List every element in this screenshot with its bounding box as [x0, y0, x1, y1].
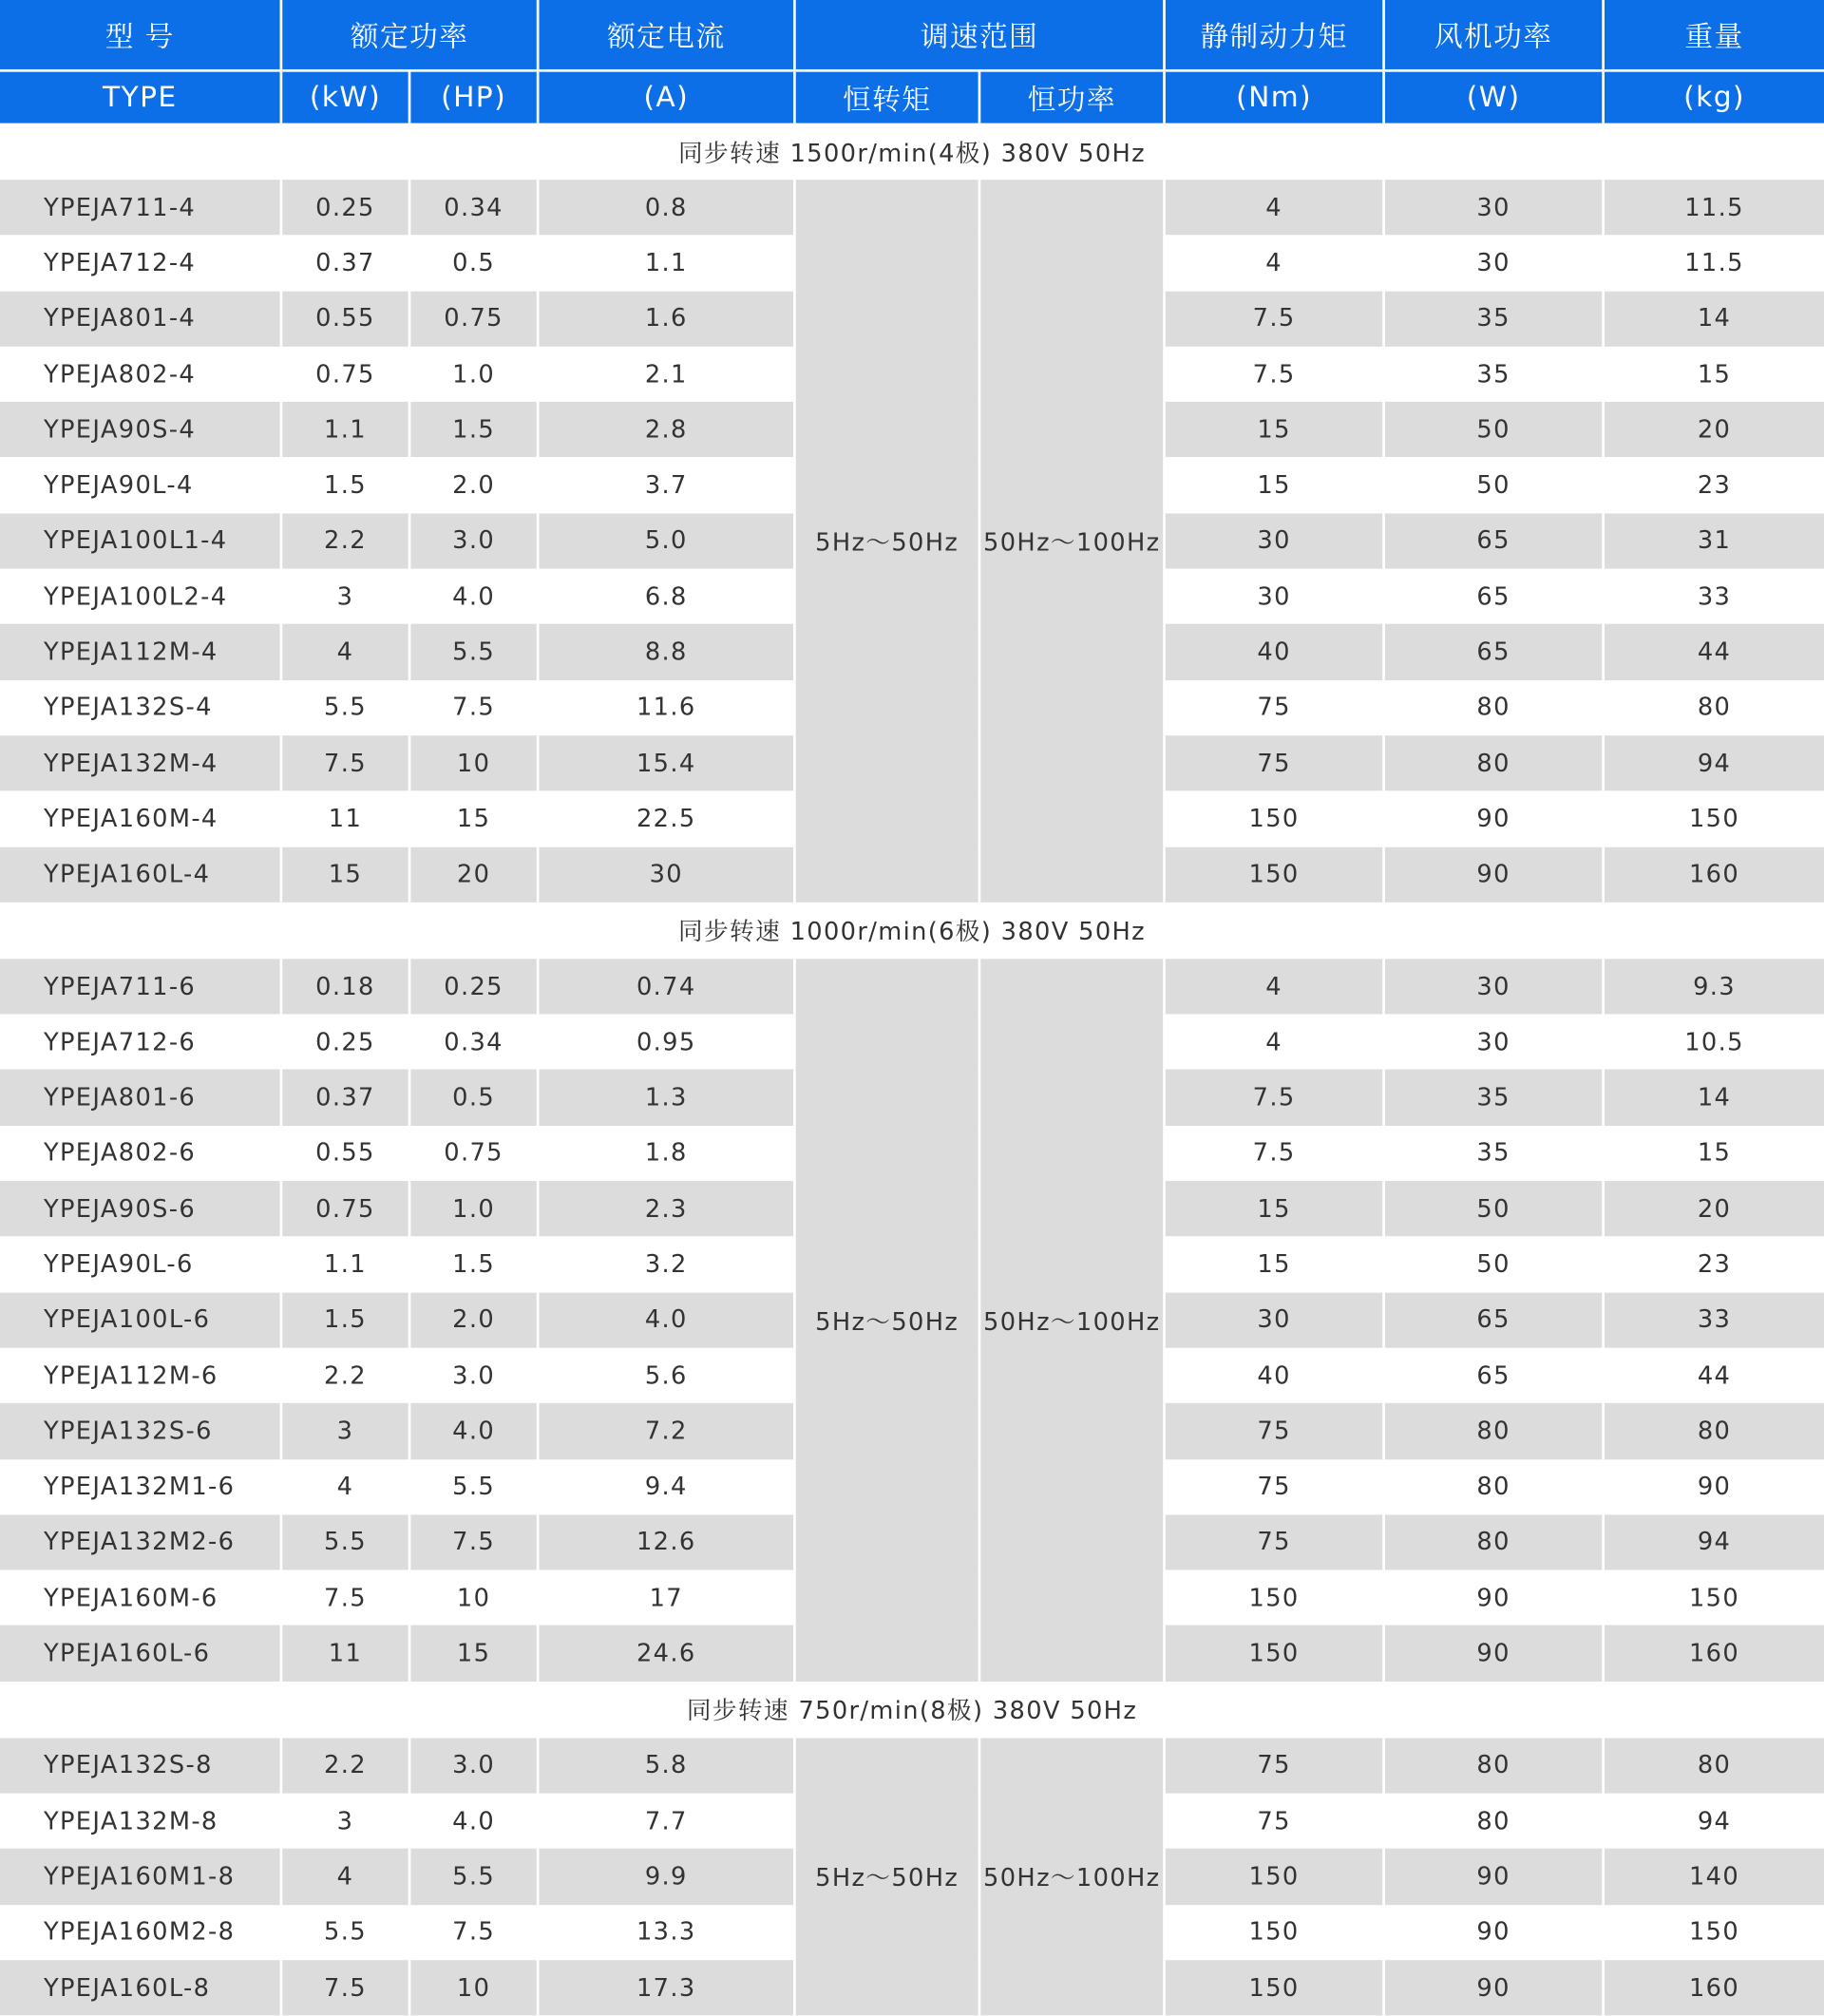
- cell-hp: 5.5: [409, 1849, 538, 1905]
- cell-fan-power: 80: [1384, 1403, 1604, 1459]
- cell-static-torque: 75: [1165, 680, 1384, 736]
- cell-current: 1.3: [538, 1070, 794, 1126]
- cell-constant-power-range: 50Hz～100Hz: [979, 180, 1165, 903]
- table-row: [0, 959, 1824, 1015]
- cell-current: 1.1: [538, 236, 794, 292]
- cell-kw: 3: [281, 1403, 409, 1459]
- cell-constant-torque-range: 5Hz～50Hz: [794, 959, 979, 1682]
- cell-type: YPEJA132S-8: [0, 1738, 281, 1794]
- cell-type: YPEJA160M-4: [43, 805, 218, 833]
- cell-type: YPEJA132S-4: [43, 694, 213, 722]
- header-w: (W): [1384, 70, 1604, 123]
- cell-hp: 3.0: [409, 1738, 538, 1794]
- cell-static-torque: 15: [1165, 402, 1384, 458]
- cell-weight: 160: [1604, 846, 1824, 903]
- cell-hp: 3.0: [409, 1348, 538, 1404]
- cell-fan-power: 30: [1384, 959, 1604, 1015]
- cell-kw: 1.1: [281, 402, 409, 458]
- cell-weight: 94: [1604, 735, 1824, 791]
- cell-fan-power: 30: [1384, 180, 1604, 236]
- cell-type: YPEJA100L2-4: [43, 582, 228, 611]
- section-header-row: [0, 1682, 1824, 1738]
- cell-type: YPEJA90L-4: [43, 471, 194, 500]
- cell-kw: 4: [281, 1849, 409, 1905]
- cell-static-torque: 150: [1165, 1626, 1384, 1682]
- header-model: 型 号: [0, 0, 281, 70]
- cell-type: YPEJA132M-8: [43, 1806, 218, 1835]
- cell-fan-power: 90: [1384, 1570, 1604, 1626]
- table-header: [0, 0, 1824, 124]
- cell-kw: 4: [281, 624, 409, 680]
- cell-current: 7.7: [538, 1794, 794, 1850]
- cell-weight: 31: [1604, 513, 1824, 569]
- header-static-torque: 静制动力矩: [1165, 0, 1384, 70]
- cell-weight: 14: [1604, 1070, 1824, 1126]
- cell-fan-power: 35: [1384, 1126, 1604, 1182]
- header-row-2: [0, 70, 1824, 123]
- section-title: 同步转速 1500r/min(4极) 380V 50Hz: [0, 124, 1824, 180]
- cell-type: YPEJA112M-6: [43, 1361, 218, 1390]
- cell-static-torque: 4: [1165, 959, 1384, 1015]
- cell-current: 13.3: [538, 1905, 794, 1961]
- cell-type: YPEJA160L-4: [0, 846, 281, 903]
- cell-current: 3.2: [538, 1237, 794, 1293]
- table-body: [0, 124, 1824, 2016]
- cell-static-torque: 7.5: [1165, 291, 1384, 347]
- cell-hp: 4.0: [409, 1794, 538, 1850]
- cell-type: YPEJA160L-8: [0, 1960, 281, 2016]
- cell-kw: 15: [281, 846, 409, 903]
- cell-fan-power: 80: [1384, 1794, 1604, 1850]
- cell-type: YPEJA160L-6: [0, 1626, 281, 1682]
- cell-hp: 0.75: [409, 1126, 538, 1182]
- cell-weight: 160: [1604, 1960, 1824, 2016]
- cell-fan-power: 80: [1384, 735, 1604, 791]
- cell-weight: 80: [1604, 680, 1824, 736]
- cell-type: YPEJA801-4: [0, 291, 281, 347]
- cell-hp: 5.5: [409, 1459, 538, 1515]
- cell-type: YPEJA132S-6: [0, 1403, 281, 1459]
- cell-fan-power: 30: [1384, 236, 1604, 292]
- cell-kw: 0.25: [281, 1015, 409, 1071]
- cell-fan-power: 50: [1384, 1181, 1604, 1237]
- cell-current: 5.6: [538, 1348, 794, 1404]
- cell-static-torque: 150: [1165, 846, 1384, 903]
- cell-kw: 0.55: [281, 1126, 409, 1182]
- cell-constant-torque-range: 5Hz～50Hz: [794, 180, 979, 903]
- cell-current: 0.8: [538, 180, 794, 236]
- cell-weight: 11.5: [1604, 180, 1824, 236]
- cell-current: 9.4: [538, 1459, 794, 1515]
- cell-hp: 20: [409, 846, 538, 903]
- cell-static-torque: 4: [1165, 1015, 1384, 1071]
- cell-weight: 160: [1604, 1626, 1824, 1682]
- cell-type: YPEJA711-4: [0, 180, 281, 236]
- cell-current: 2.3: [538, 1181, 794, 1237]
- cell-type: YPEJA100L-6: [0, 1292, 281, 1348]
- cell-weight: 150: [1604, 791, 1824, 847]
- cell-current: 30: [538, 846, 794, 903]
- cell-current: 2.8: [538, 402, 794, 458]
- cell-constant-torque-range: 5Hz～50Hz: [794, 1738, 979, 2016]
- header-speed-range: 调速范围: [794, 0, 1164, 70]
- cell-fan-power: 50: [1384, 402, 1604, 458]
- cell-weight: 150: [1604, 1905, 1824, 1961]
- cell-weight: 20: [1604, 402, 1824, 458]
- cell-fan-power: 90: [1384, 1905, 1604, 1961]
- cell-hp: 5.5: [409, 624, 538, 680]
- cell-kw: 0.37: [281, 236, 409, 292]
- cell-kw: 7.5: [281, 1570, 409, 1626]
- cell-hp: 7.5: [409, 1514, 538, 1570]
- cell-type: YPEJA801-6: [0, 1070, 281, 1126]
- cell-kw: 5.5: [281, 1514, 409, 1570]
- cell-hp: 2.0: [409, 458, 538, 514]
- cell-current: 24.6: [538, 1626, 794, 1682]
- cell-weight: 23: [1604, 458, 1824, 514]
- cell-static-torque: 7.5: [1165, 1126, 1384, 1182]
- cell-static-torque: 40: [1165, 1348, 1384, 1404]
- cell-type: YPEJA160M2-8: [43, 1917, 236, 1947]
- cell-static-torque: 75: [1165, 1794, 1384, 1850]
- cell-fan-power: 90: [1384, 846, 1604, 903]
- cell-static-torque: 30: [1165, 513, 1384, 569]
- cell-type: YPEJA132M2-6: [0, 1514, 281, 1570]
- cell-constant-power-range: 50Hz～100Hz: [979, 1738, 1165, 2016]
- cell-weight: 80: [1604, 1403, 1824, 1459]
- cell-hp: 15: [409, 1626, 538, 1682]
- cell-static-torque: 40: [1165, 624, 1384, 680]
- cell-weight: 15: [1604, 347, 1824, 403]
- cell-current: 17: [538, 1570, 794, 1626]
- cell-hp: 0.34: [409, 1015, 538, 1071]
- cell-weight: 150: [1604, 1570, 1824, 1626]
- cell-hp: 1.0: [409, 347, 538, 403]
- cell-weight: 44: [1604, 624, 1824, 680]
- cell-fan-power: 90: [1384, 1626, 1604, 1682]
- cell-hp: 10: [409, 1570, 538, 1626]
- section-header-row: [0, 124, 1824, 180]
- cell-type: YPEJA802-4: [43, 360, 197, 389]
- cell-hp: 2.0: [409, 1292, 538, 1348]
- cell-static-torque: 150: [1165, 1960, 1384, 2016]
- table-row: [0, 1738, 1824, 1794]
- cell-kw: 2.2: [281, 1348, 409, 1404]
- cell-current: 8.8: [538, 624, 794, 680]
- cell-static-torque: 7.5: [1165, 347, 1384, 403]
- cell-static-torque: 75: [1165, 735, 1384, 791]
- cell-type: YPEJA160M-6: [43, 1584, 218, 1612]
- cell-fan-power: 65: [1384, 513, 1604, 569]
- cell-fan-power: 65: [1384, 1292, 1604, 1348]
- cell-kw: 1.5: [281, 1292, 409, 1348]
- cell-type: YPEJA712-6: [43, 1028, 197, 1056]
- cell-fan-power: 50: [1384, 458, 1604, 514]
- cell-static-torque: 75: [1165, 1514, 1384, 1570]
- cell-weight: 33: [1604, 569, 1824, 625]
- cell-current: 17.3: [538, 1960, 794, 2016]
- cell-weight: 23: [1604, 1237, 1824, 1293]
- cell-type: YPEJA802-6: [43, 1139, 197, 1168]
- cell-kw: 11: [281, 1626, 409, 1682]
- header-fan-power: 风机功率: [1384, 0, 1604, 70]
- header-constant-power: 恒功率: [979, 70, 1165, 123]
- cell-hp: 4.0: [409, 569, 538, 625]
- cell-kw: 1.1: [281, 1237, 409, 1293]
- cell-type: YPEJA100L1-4: [0, 513, 281, 569]
- cell-fan-power: 80: [1384, 680, 1604, 736]
- cell-current: 3.7: [538, 458, 794, 514]
- cell-hp: 1.0: [409, 1181, 538, 1237]
- cell-kw: 4: [281, 1459, 409, 1515]
- cell-type: YPEJA160M1-8: [0, 1849, 281, 1905]
- section-title: 同步转速 1000r/min(6极) 380V 50Hz: [0, 903, 1824, 959]
- cell-weight: 90: [1604, 1459, 1824, 1515]
- section-title: 同步转速 750r/min(8极) 380V 50Hz: [0, 1682, 1824, 1738]
- cell-static-torque: 150: [1165, 1905, 1384, 1961]
- cell-kw: 3: [281, 1794, 409, 1850]
- cell-fan-power: 50: [1384, 1237, 1604, 1293]
- cell-type: YPEJA90S-6: [0, 1181, 281, 1237]
- header-rated-power: 额定功率: [281, 0, 538, 70]
- cell-static-torque: 30: [1165, 1292, 1384, 1348]
- cell-kw: 0.55: [281, 291, 409, 347]
- cell-weight: 80: [1604, 1738, 1824, 1794]
- cell-current: 7.2: [538, 1403, 794, 1459]
- cell-current: 1.8: [538, 1126, 794, 1182]
- cell-kw: 5.5: [281, 680, 409, 736]
- header-kg: (kg): [1604, 70, 1824, 123]
- cell-current: 0.74: [538, 959, 794, 1015]
- table-row: [0, 180, 1824, 236]
- cell-weight: 11.5: [1604, 236, 1824, 292]
- cell-fan-power: 80: [1384, 1459, 1604, 1515]
- header-rated-current: 额定电流: [538, 0, 794, 70]
- cell-kw: 1.5: [281, 458, 409, 514]
- cell-kw: 2.2: [281, 513, 409, 569]
- cell-kw: 5.5: [281, 1905, 409, 1961]
- cell-type: YPEJA90L-6: [43, 1250, 194, 1279]
- cell-type: YPEJA90S-4: [0, 402, 281, 458]
- cell-fan-power: 90: [1384, 1960, 1604, 2016]
- header-row-1: [0, 0, 1824, 70]
- cell-static-torque: 15: [1165, 1181, 1384, 1237]
- cell-static-torque: 75: [1165, 1459, 1384, 1515]
- cell-fan-power: 80: [1384, 1738, 1604, 1794]
- cell-fan-power: 65: [1384, 624, 1604, 680]
- cell-type: YPEJA132M1-6: [43, 1473, 236, 1501]
- cell-kw: 0.18: [281, 959, 409, 1015]
- cell-weight: 14: [1604, 291, 1824, 347]
- cell-hp: 1.5: [409, 402, 538, 458]
- cell-static-torque: 7.5: [1165, 1070, 1384, 1126]
- cell-current: 2.1: [538, 347, 794, 403]
- cell-current: 9.9: [538, 1849, 794, 1905]
- cell-hp: 1.5: [409, 1237, 538, 1293]
- cell-current: 22.5: [538, 791, 794, 847]
- cell-current: 0.95: [538, 1015, 794, 1071]
- cell-kw: 0.75: [281, 1181, 409, 1237]
- header-weight: 重量: [1604, 0, 1824, 70]
- cell-hp: 0.75: [409, 291, 538, 347]
- cell-kw: 0.75: [281, 347, 409, 403]
- cell-current: 11.6: [538, 680, 794, 736]
- cell-kw: 7.5: [281, 735, 409, 791]
- cell-kw: 11: [281, 791, 409, 847]
- cell-static-torque: 75: [1165, 1403, 1384, 1459]
- cell-current: 1.6: [538, 291, 794, 347]
- cell-kw: 2.2: [281, 1738, 409, 1794]
- cell-hp: 0.5: [409, 1070, 538, 1126]
- cell-fan-power: 35: [1384, 291, 1604, 347]
- cell-current: 5.0: [538, 513, 794, 569]
- cell-weight: 10.5: [1604, 1015, 1824, 1071]
- cell-fan-power: 65: [1384, 1348, 1604, 1404]
- header-type: TYPE: [0, 70, 281, 123]
- cell-kw: 3: [281, 569, 409, 625]
- cell-weight: 20: [1604, 1181, 1824, 1237]
- cell-hp: 10: [409, 1960, 538, 2016]
- cell-weight: 44: [1604, 1348, 1824, 1404]
- cell-weight: 94: [1604, 1514, 1824, 1570]
- cell-kw: 7.5: [281, 1960, 409, 2016]
- cell-static-torque: 30: [1165, 569, 1384, 625]
- cell-fan-power: 65: [1384, 569, 1604, 625]
- cell-hp: 0.25: [409, 959, 538, 1015]
- cell-static-torque: 15: [1165, 458, 1384, 514]
- header-amp: (A): [538, 70, 794, 123]
- cell-current: 15.4: [538, 735, 794, 791]
- cell-hp: 7.5: [409, 680, 538, 736]
- cell-current: 4.0: [538, 1292, 794, 1348]
- cell-static-torque: 150: [1165, 791, 1384, 847]
- cell-type: YPEJA132M-4: [0, 735, 281, 791]
- cell-kw: 0.25: [281, 180, 409, 236]
- cell-static-torque: 75: [1165, 1738, 1384, 1794]
- header-nm: (Nm): [1165, 70, 1384, 123]
- cell-static-torque: 150: [1165, 1570, 1384, 1626]
- cell-hp: 7.5: [409, 1905, 538, 1961]
- cell-static-torque: 15: [1165, 1237, 1384, 1293]
- cell-weight: 94: [1604, 1794, 1824, 1850]
- cell-static-torque: 150: [1165, 1849, 1384, 1905]
- cell-hp: 10: [409, 735, 538, 791]
- cell-fan-power: 35: [1384, 347, 1604, 403]
- cell-fan-power: 35: [1384, 1070, 1604, 1126]
- cell-hp: 3.0: [409, 513, 538, 569]
- cell-fan-power: 30: [1384, 1015, 1604, 1071]
- cell-fan-power: 80: [1384, 1514, 1604, 1570]
- cell-current: 5.8: [538, 1738, 794, 1794]
- cell-weight: 33: [1604, 1292, 1824, 1348]
- cell-constant-power-range: 50Hz～100Hz: [979, 959, 1165, 1682]
- cell-current: 6.8: [538, 569, 794, 625]
- cell-hp: 0.34: [409, 180, 538, 236]
- cell-type: YPEJA711-6: [0, 959, 281, 1015]
- cell-fan-power: 90: [1384, 791, 1604, 847]
- section-header-row: [0, 903, 1824, 959]
- cell-hp: 4.0: [409, 1403, 538, 1459]
- cell-static-torque: 4: [1165, 180, 1384, 236]
- cell-fan-power: 90: [1384, 1849, 1604, 1905]
- header-kw: (kW): [281, 70, 409, 123]
- cell-kw: 0.37: [281, 1070, 409, 1126]
- cell-type: YPEJA712-4: [43, 249, 197, 277]
- cell-current: 12.6: [538, 1514, 794, 1570]
- cell-weight: 15: [1604, 1126, 1824, 1182]
- cell-hp: 15: [409, 791, 538, 847]
- cell-type: YPEJA112M-4: [0, 624, 281, 680]
- cell-weight: 140: [1604, 1849, 1824, 1905]
- cell-static-torque: 4: [1165, 236, 1384, 292]
- header-hp: (HP): [409, 70, 538, 123]
- cell-hp: 0.5: [409, 236, 538, 292]
- header-constant-torque: 恒转矩: [794, 70, 979, 123]
- cell-weight: 9.3: [1604, 959, 1824, 1015]
